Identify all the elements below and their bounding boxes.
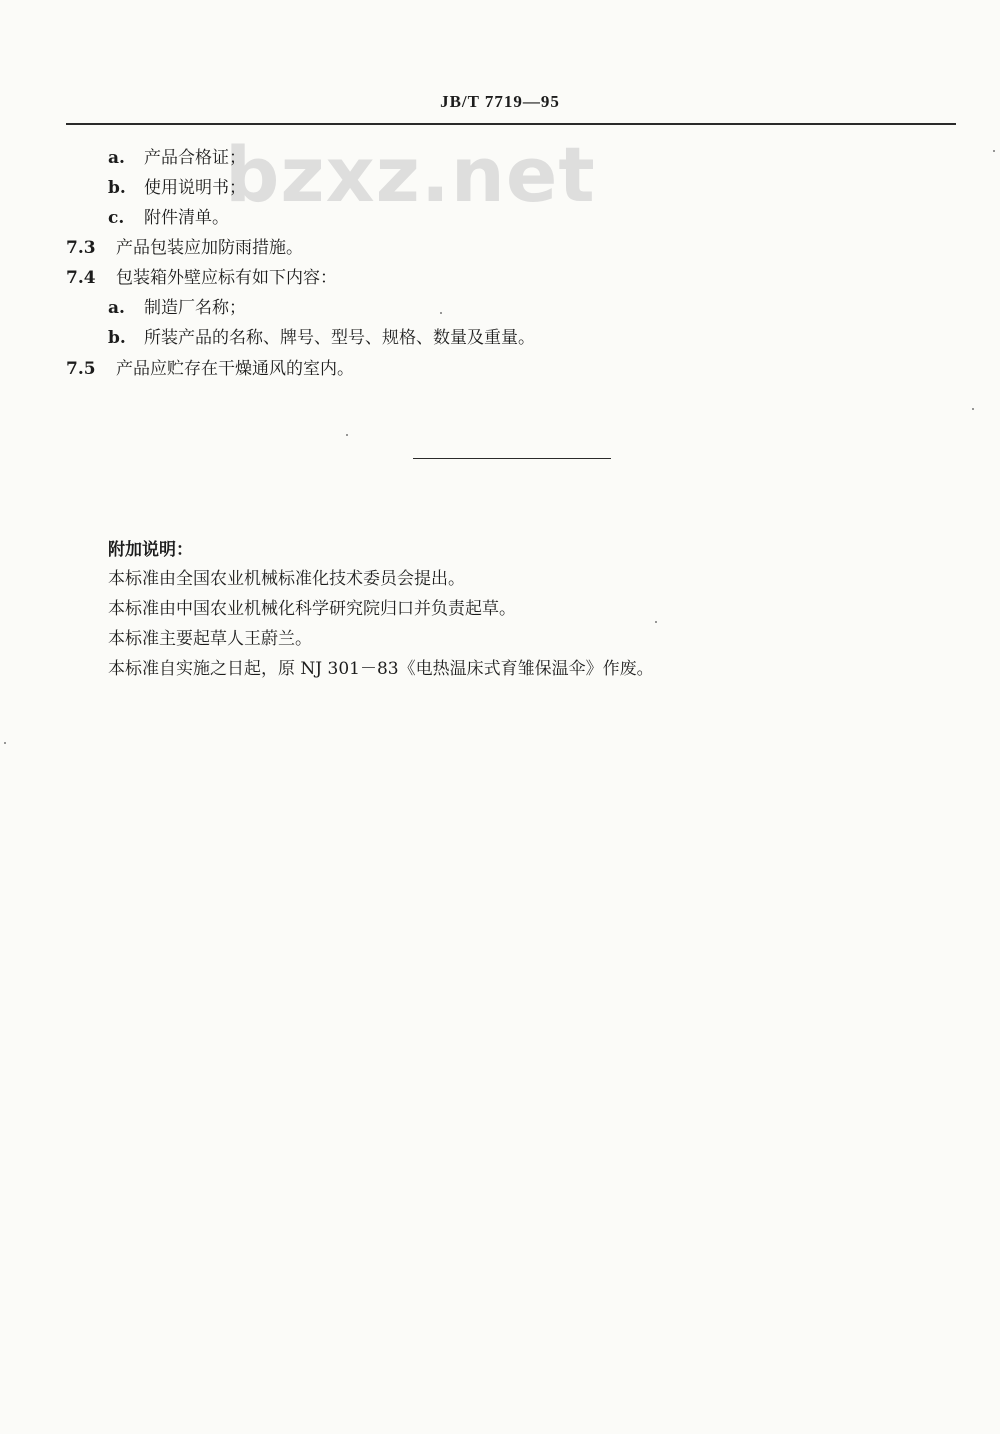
list-marker: c. xyxy=(108,208,125,228)
list-text: 制造厂名称； xyxy=(144,298,246,318)
document-code-header: JB/T 7719—95 xyxy=(440,92,560,111)
list-marker: a. xyxy=(108,298,125,318)
list-item xyxy=(108,206,229,230)
clause-text: 产品应贮存在干燥通风的室内。 xyxy=(116,359,354,379)
watermark: bzxz.net xyxy=(225,130,596,219)
list-item xyxy=(108,146,246,170)
list-marker: b. xyxy=(108,328,126,348)
clause-text: 包装箱外壁应标有如下内容： xyxy=(116,268,337,288)
list-item xyxy=(108,296,246,320)
clause-7-4 xyxy=(66,266,337,290)
list-text: 使用说明书； xyxy=(144,178,246,198)
list-marker: a. xyxy=(108,148,125,168)
note-line: 本标准由中国农业机械化科学研究院归口并负责起草。 xyxy=(108,599,516,619)
list-item xyxy=(108,326,535,350)
scan-speck xyxy=(972,408,974,410)
clause-number: 7.4 xyxy=(66,268,96,288)
header-rule xyxy=(66,123,956,125)
scan-speck xyxy=(346,434,348,436)
scan-speck xyxy=(440,312,442,314)
list-text: 产品合格证； xyxy=(144,148,246,168)
note-line: 本标准自实施之日起，原 NJ 301－83《电热温床式育雏保温伞》作废。 xyxy=(108,659,654,679)
notes-title: 附加说明： xyxy=(108,540,193,560)
list-marker: b. xyxy=(108,178,126,198)
list-text: 所装产品的名称、牌号、型号、规格、数量及重量。 xyxy=(144,328,535,348)
clause-number: 7.3 xyxy=(66,238,96,258)
scan-speck xyxy=(4,742,6,744)
clause-7-5 xyxy=(66,357,354,381)
clause-text: 产品包装应加防雨措施。 xyxy=(116,238,303,258)
note-line: 本标准由全国农业机械标准化技术委员会提出。 xyxy=(108,569,465,589)
clause-7-3 xyxy=(66,236,303,260)
scan-speck xyxy=(655,621,657,623)
scan-speck xyxy=(993,150,995,152)
end-of-text-rule xyxy=(413,458,611,459)
list-item xyxy=(108,176,246,200)
list-text: 附件清单。 xyxy=(144,208,229,228)
clause-number: 7.5 xyxy=(66,359,96,379)
note-line: 本标准主要起草人王蔚兰。 xyxy=(108,629,312,649)
